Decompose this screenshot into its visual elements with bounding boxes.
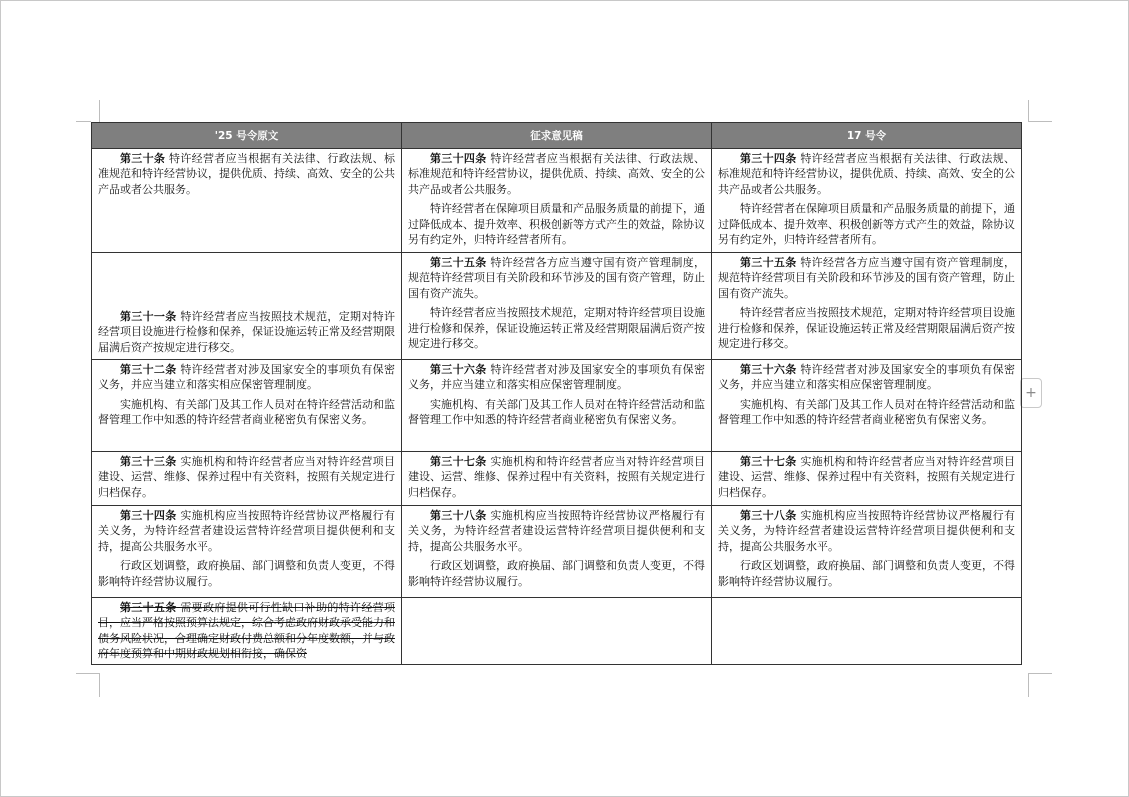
article-number: 第三十条: [120, 152, 166, 165]
cell-original: [92, 452, 402, 506]
article-number: 第三十七条: [430, 455, 487, 468]
clause-text: 特许经营者应当根据有关法律、行政法规、标准规范和特许经营协议，提供优质、持续、高效、安全的公共产品或者公共服务。: [98, 152, 395, 196]
crop-mark-bottom-left-h: [76, 673, 99, 674]
article-number: 第三十四条: [430, 152, 487, 165]
cell-order-17: [712, 506, 1022, 598]
crop-mark-bottom-right-v: [1028, 673, 1029, 697]
clause: [718, 454, 1015, 500]
clause-text: 特许经营者应当根据有关法律、行政法规、标准规范和特许经营协议，提供优质、持续、高效、安全的公共产品或者公共服务。: [408, 152, 705, 196]
clause: [98, 508, 395, 554]
clause: [408, 508, 705, 554]
clause-text: 特许经营者在保障项目质量和产品服务质量的前提下，通过降低成本、提升效率、积极创新等方式产生的效益，除协议另有约定外，归特许经营者所有。: [718, 202, 1015, 247]
clause: [408, 558, 705, 589]
clause-text: 实施机构应当按照特许经营协议严格履行有关义务，为特许经营者建设运营特许经营项目提供便利和支持，提高公共服务水平。: [718, 509, 1015, 553]
clause: [408, 255, 705, 301]
table-row: [92, 506, 1022, 598]
article-number: 第三十六条: [430, 363, 487, 376]
clause-text: 特许经营者对涉及国家安全的事项负有保密义务，并应当建立和落实相应保密管理制度。: [718, 363, 1015, 392]
article-number: 第三十二条: [120, 363, 177, 376]
clause: [718, 305, 1015, 351]
crop-mark-top-left-h: [76, 121, 91, 122]
clause-text: 实施机构、有关部门及其工作人员对在特许经营活动和监督管理工作中知悉的特许经营者商业秘密负有保密义务。: [98, 397, 395, 427]
clause-text: 特许经营各方应当遵守国有资产管理制度，规范特许经营项目有关阶段和环节涉及的国有资产管理，防止国有资产流失。: [718, 256, 1015, 300]
crop-mark-bottom-left-v: [99, 673, 100, 697]
article-number: 第三十八条: [740, 509, 797, 522]
clause-text: 实施机构应当按照特许经营协议严格履行有关义务，为特许经营者建设运营特许经营项目提供便利和支持，提高公共服务水平。: [408, 509, 705, 553]
cell-original: [92, 149, 402, 253]
header-row: [92, 123, 1022, 149]
clause-text: 实施机构、有关部门及其工作人员对在特许经营活动和监督管理工作中知悉的特许经营者商业秘密负有保密义务。: [718, 397, 1015, 427]
clause-text: 行政区划调整，政府换届、部门调整和负责人变更，不得影响特许经营协议履行。: [718, 559, 1015, 588]
clause-text: 特许经营者应当按照技术规范，定期对特许经营项目设施进行检修和保养，保证设施运转正常及经营期限届满后资产按规定进行移交。: [408, 306, 705, 351]
crop-mark-top-left-v: [99, 100, 100, 122]
header-order-17: 17 号令: [712, 123, 1022, 149]
clause: [718, 558, 1015, 589]
clause-text: 特许经营者对涉及国家安全的事项负有保密义务，并应当建立和落实相应保密管理制度。: [408, 363, 705, 392]
cell-draft: [402, 598, 712, 665]
cell-original: [92, 598, 402, 665]
clause: [98, 454, 395, 500]
cell-original: [92, 506, 402, 598]
clause: [98, 397, 395, 428]
table-row: [92, 598, 1022, 665]
add-comment-button[interactable]: +: [1020, 378, 1042, 408]
clause-text: 需要政府提供可行性缺口补助的特许经营项目，应当严格按照预算法规定，综合考虑政府财政承受能力和债务风险状况，合理确定财政付费总额和分年度数额，并与政府年度预算和中期财政规划相衔接，确保资: [98, 601, 395, 661]
clause-text: 特许经营者应当按照技术规范，定期对特许经营项目设施进行检修和保养，保证设施运转正常及经营期限届满后资产按规定进行移交。: [98, 309, 395, 354]
clause-text: 特许经营各方应当遵守国有资产管理制度，规范特许经营项目有关阶段和环节涉及的国有资产管理，防止国有资产流失。: [408, 256, 705, 300]
article-number: 第三十五条: [740, 256, 797, 269]
clause: [408, 362, 705, 393]
cell-order-17: [712, 149, 1022, 253]
clause-text: 行政区划调整，政府换届、部门调整和负责人变更，不得影响特许经营协议履行。: [408, 559, 705, 588]
clause: [408, 454, 705, 500]
cell-original: [92, 253, 402, 360]
cell-draft: [402, 506, 712, 598]
cell-draft: [402, 149, 712, 253]
clause-text: 实施机构、有关部门及其工作人员对在特许经营活动和监督管理工作中知悉的特许经营者商业秘密负有保密义务。: [408, 397, 705, 427]
article-number: 第三十三条: [120, 455, 177, 468]
crop-mark-top-right-v: [1028, 100, 1029, 122]
clause: [718, 397, 1015, 428]
clause: [98, 151, 395, 197]
deleted-clause: [98, 600, 395, 662]
clause: [98, 362, 395, 393]
clause: [408, 151, 705, 197]
article-number: 第三十七条: [740, 455, 797, 468]
clause: [718, 151, 1015, 197]
header-draft: 征求意见稿: [402, 123, 712, 149]
comparison-table: [91, 122, 1022, 665]
clause-text: 行政区划调整，政府换届、部门调整和负责人变更，不得影响特许经营协议履行。: [98, 559, 395, 588]
clause-text: 实施机构和特许经营者应当对特许经营项目建设、运营、维修、保养过程中有关资料，按照有关规定进行归档保存。: [98, 455, 395, 499]
clause: [408, 201, 705, 247]
clause-text: 特许经营者应当按照技术规范，定期对特许经营项目设施进行检修和保养，保证设施运转正常及经营期限届满后资产按规定进行移交。: [718, 306, 1015, 351]
table-row: [92, 452, 1022, 506]
clause: [718, 508, 1015, 554]
clause-text: 特许经营者对涉及国家安全的事项负有保密义务，并应当建立和落实相应保密管理制度。: [98, 363, 395, 392]
cell-order-17: [712, 452, 1022, 506]
clause-clip: [98, 600, 395, 664]
crop-mark-bottom-right-h: [1028, 673, 1052, 674]
clause: [718, 201, 1015, 247]
clause-text: 实施机构和特许经营者应当对特许经营项目建设、运营、维修、保养过程中有关资料，按照有关规定进行归档保存。: [718, 455, 1015, 499]
article-number: 第三十五条: [120, 601, 177, 614]
clause-text: 实施机构应当按照特许经营协议严格履行有关义务，为特许经营者建设运营特许经营项目提供便利和支持，提高公共服务水平。: [98, 509, 395, 553]
cell-draft: [402, 360, 712, 452]
clause: [718, 362, 1015, 393]
article-number: 第三十一条: [120, 309, 177, 323]
clause-text: 实施机构和特许经营者应当对特许经营项目建设、运营、维修、保养过程中有关资料，按照有关规定进行归档保存。: [408, 455, 705, 499]
cell-draft: [402, 253, 712, 360]
article-number: 第三十四条: [120, 509, 177, 522]
table-row: [92, 253, 1022, 360]
cell-original: [92, 360, 402, 452]
crop-mark-top-right-h: [1028, 121, 1052, 122]
clause: [408, 397, 705, 428]
clause: [408, 305, 705, 351]
table-row: [92, 149, 1022, 253]
article-number: 第三十五条: [430, 256, 487, 269]
clause: [718, 255, 1015, 301]
clause-text: 特许经营者在保障项目质量和产品服务质量的前提下，通过降低成本、提升效率、积极创新等方式产生的效益，除协议另有约定外，归特许经营者所有。: [408, 202, 705, 247]
header-original: '25 号令原文: [92, 123, 402, 149]
cell-order-17: [712, 253, 1022, 360]
cell-draft: [402, 452, 712, 506]
article-number: 第三十六条: [740, 363, 797, 376]
article-number: 第三十八条: [430, 509, 487, 522]
table-row: [92, 360, 1022, 452]
clause: [98, 309, 395, 355]
clause: [98, 558, 395, 589]
article-number: 第三十四条: [740, 152, 797, 165]
clause-text: 特许经营者应当根据有关法律、行政法规、标准规范和特许经营协议，提供优质、持续、高效、安全的公共产品或者公共服务。: [718, 152, 1015, 196]
cell-order-17: [712, 598, 1022, 665]
cell-order-17: [712, 360, 1022, 452]
